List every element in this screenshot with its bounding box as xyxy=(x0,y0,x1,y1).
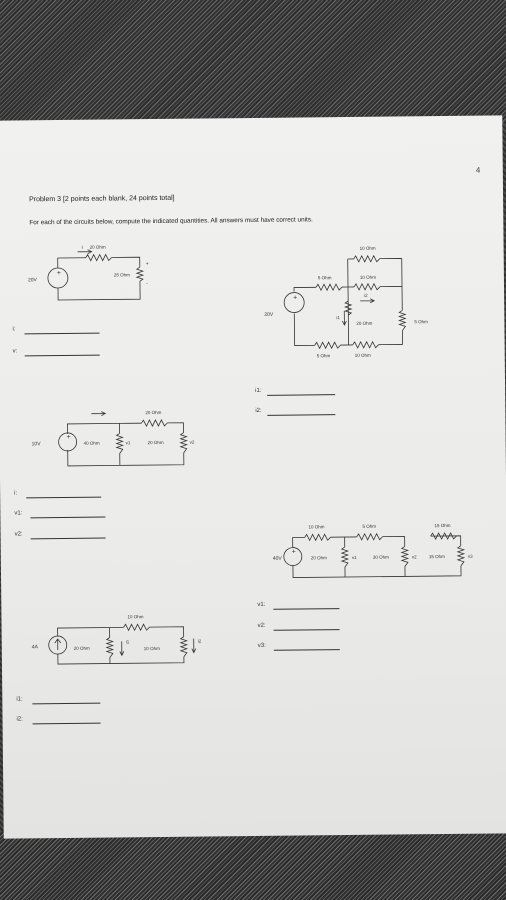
blank-c3-v2[interactable] xyxy=(15,531,23,537)
page-number: 4 xyxy=(475,165,481,175)
circuit-4 xyxy=(258,512,479,594)
c3-plus-mark: + xyxy=(66,433,71,441)
c5-i1-label: i1 xyxy=(125,639,130,645)
c2-plus-mark: + xyxy=(293,294,298,302)
blank-c3-v1[interactable] xyxy=(14,510,22,516)
c5-r-top-label: 10 Ohm xyxy=(127,614,144,620)
blank-c4-v3[interactable] xyxy=(258,643,266,649)
c3-v1-label: v1 xyxy=(125,440,131,446)
blank-c2-i1[interactable] xyxy=(255,388,261,394)
blank-c4-v1[interactable] xyxy=(257,602,265,608)
c1-r1-label: 20 Ohm xyxy=(89,244,106,250)
blank-c5-i2-label: i2: xyxy=(16,716,23,723)
c2-r-top-label: 10 Ohm xyxy=(359,245,376,251)
c5-i2-label: i2 xyxy=(197,638,202,644)
blank-c3-v1-label: v1: xyxy=(14,510,23,517)
blank-c1-v-label: v: xyxy=(12,348,18,355)
worksheet-page xyxy=(0,115,506,838)
c4-r1-label: 10 Ohm xyxy=(308,524,325,530)
c1-plus-mark: + xyxy=(56,270,61,278)
circuit-5 xyxy=(23,599,204,681)
c2-r-left-label: 5 Ohm xyxy=(317,275,332,281)
c4-rv3-label: 15 Ohm xyxy=(428,553,445,560)
c2-r-right-label: 5 Ohm xyxy=(414,319,428,325)
c4-plus-mark: + xyxy=(291,548,296,556)
c5-source-label: 4A xyxy=(31,644,38,651)
circuit-2 xyxy=(256,240,457,372)
blank-c5-i2[interactable] xyxy=(16,716,22,722)
c1-vminus: - xyxy=(145,281,148,288)
c1-source-label: 20V xyxy=(27,277,37,284)
c4-v2-label: v2 xyxy=(411,554,417,560)
blank-c4-v2[interactable] xyxy=(258,623,266,629)
c1-vplus: + xyxy=(145,261,149,268)
c3-r-top-label: 20 Ohm xyxy=(145,409,162,416)
c4-rv1-label: 20 Ohm xyxy=(310,555,327,561)
c2-source-label: 20V xyxy=(264,311,274,318)
c5-r-right-label: 10 Ohm xyxy=(143,645,160,652)
carpet-background-top xyxy=(0,0,506,122)
blank-c4-v2-label: v2: xyxy=(257,622,266,629)
blank-c2-i2-label: i2: xyxy=(255,407,262,414)
blank-c2-i1-label: i1: xyxy=(255,387,262,394)
c4-v1-label: v1 xyxy=(351,554,357,560)
circuit-3 xyxy=(21,395,202,477)
c4-v3-label: v3 xyxy=(467,553,473,559)
blank-c1-i[interactable] xyxy=(12,326,15,332)
blank-c3-v2-label: v2: xyxy=(14,531,23,538)
c2-r-mid-label: 10 Ohm xyxy=(359,274,376,280)
c3-source-label: 10V xyxy=(31,441,41,448)
c4-source-label: 40V xyxy=(272,555,282,562)
blank-c1-i-label: i: xyxy=(12,326,16,333)
c3-r-left-label: 40 Ohm xyxy=(83,440,100,446)
blank-c5-i1[interactable] xyxy=(16,696,22,702)
c3-v2-label: v2 xyxy=(189,439,195,445)
c5-r-left-label: 20 Ohm xyxy=(73,645,90,651)
blank-c2-i2[interactable] xyxy=(255,408,261,414)
blank-c4-v3-label: v3: xyxy=(257,642,266,649)
blank-c5-i1-label: i1: xyxy=(16,696,23,703)
carpet-background-bottom xyxy=(0,832,506,900)
instructions: For each of the circuits below, compute the indicated quantities. All answers must have correct units. xyxy=(29,216,313,227)
problem-title: Problem 3 [2 points each blank, 24 points total] xyxy=(29,194,175,204)
c4-rv2-label: 30 Ohm xyxy=(372,554,389,560)
c4-r3-label: 15 Ohm xyxy=(434,522,451,529)
c2-i1-label: i1 xyxy=(336,315,340,321)
blank-c3-i[interactable] xyxy=(14,490,17,496)
c4-r2-label: 5 Ohm xyxy=(362,523,377,529)
c2-r-bottom-right-label: 10 Ohm xyxy=(354,352,371,358)
blank-c4-v1-label: v1: xyxy=(257,601,266,608)
c2-r-bottom-left-label: 5 Ohm xyxy=(316,353,331,359)
circuit-1 xyxy=(17,237,158,308)
blank-c1-v[interactable] xyxy=(13,348,18,354)
c1-r2-label: 25 Ohm xyxy=(113,272,130,278)
c1-arrow-label: i xyxy=(81,244,83,251)
blank-c3-i-label: i: xyxy=(14,490,18,497)
c2-r-center-label: 20 Ohm xyxy=(356,320,373,326)
c2-i2-label: i2 xyxy=(364,292,368,298)
c3-r-right-label: 20 Ohm xyxy=(147,439,164,446)
